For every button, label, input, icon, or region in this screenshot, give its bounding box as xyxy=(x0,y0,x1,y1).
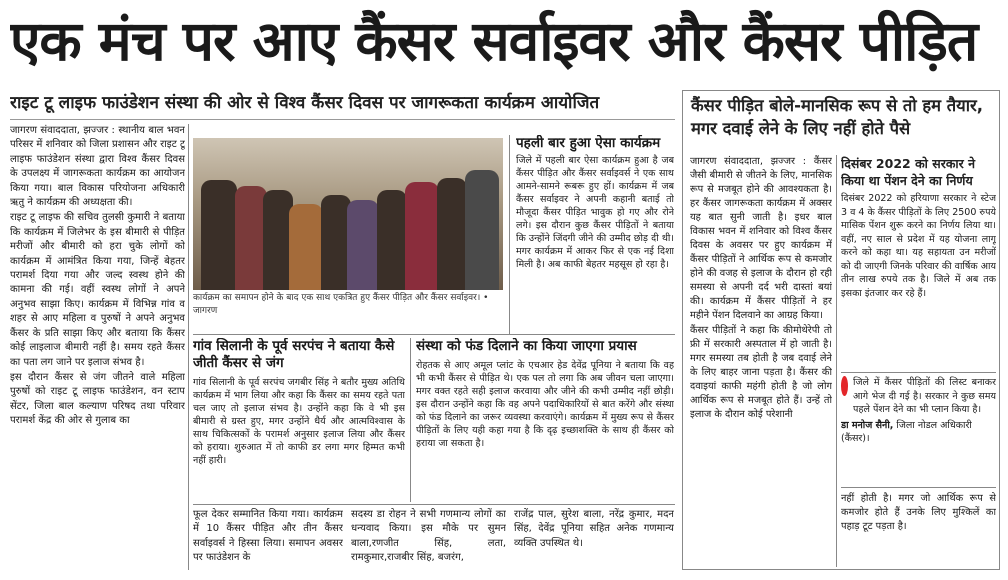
section-heading: पहली बार हुआ ऐसा कार्यक्रम xyxy=(516,135,661,151)
side-column-left xyxy=(690,155,832,567)
rule xyxy=(841,372,996,373)
section-body: दिसंबर 2022 को हरियाणा सरकार ने स्टेज 3 व 4 के कैंसर पीड़ितों के लिए 2500 रुपये मासिक पेंशन शुरू करने का निर्णय लिया था। वहीं, नए साल से प्रदेश में यह योजना लागू करने को कहा था। यह सहायता उन मरीजों को दी जाएगी जिनके परिवार की वार्षिक आय तीन लाख रुपये तक है। जिले में अब तक इसका इंतजार कर रहे हैं। xyxy=(841,193,996,299)
section-heading: दिसंबर 2022 को सरकार ने किया था पेंशन देने का निर्णय xyxy=(841,156,976,188)
section-fund xyxy=(416,338,674,502)
rule xyxy=(841,487,996,488)
rule xyxy=(193,504,675,505)
section-sarpanch xyxy=(193,338,405,502)
cancer-ribbon-icon xyxy=(841,376,848,396)
paragraph: कैंसर पीड़ितों ने कहा कि कीमोथेरेपी तो फ्री में सरकारी अस्पताल में हो जाती है। मगर समस्या तब होती है जब दवाई लेने के लिए बाहर जाना पड़ता है। कैंसर की दवाइयां काफी महंगी होती है जो लोग आर्थिक रूप से मजबूत होते हैं। उन्हें तो इलाज के दौरान कोई परेशानी xyxy=(690,325,832,420)
section-body: गांव सिलानी के पूर्व सरपंच जगबीर सिंह ने बतौर मुख्य अतिथि कार्यक्रम में भाग लिया और कहा कि कैंसर का समय रहते पता चल जाए तो इलाज संभव है। उन्होंने कहा कि वे भी इस बीमारी से ग्रस्त हुए, मगर उन्होंने धैर्य और आत्मविश्वास के साथ चिकित्सकों के परामर्श अनुसार इलाज लिया और कैंसर को हराया। शुरुआत में तो काफी डर लगा मगर हिम्मत कभी नहीं हारी। xyxy=(193,377,405,466)
section-body: जिले में पहली बार ऐसा कार्यक्रम हुआ है जब कैंसर पीड़ित और कैंसर सर्वाइवर्स ने एक साथ आमने-सामने रूबरू हुए हों। कार्यक्रम में जब कैंसर सर्वाइवर ने अपनी कहानी बताई तो मौजूदा कैंसर पीड़ित भावुक हो गए और रोने लगे। इस दौरान कुछ कैंसर पीड़ितों ने बताया कि उन्होंने जिंदगी जीने की उम्मीद छोड़ दी थी। मगर कार्यक्रम में आकर फिर से एक नई दिशा मिली है। अब काफी बेहतर महसूस हो रहा है। xyxy=(516,155,674,270)
paragraph: जागरण संवाददाता, झज्जर : स्थानीय बाल भवन परिसर में शनिवार को जिला प्रशासन और राइट टू लाइफ फाउंडेशन संस्था द्वारा विश्व कैंसर दिवस के उपलक्ष्य में जागरूकता कार्यक्रम का आयोजन किया गया। बाल विकास परियोजना अधिकारी ऋतु ने कार्यक्रम की अध्यक्षता की। xyxy=(10,125,185,209)
quote-text: जिले में कैंसर पीड़ितों की लिस्ट बनाकर आगे भेज दी गई है। सरकार ने कुछ समय पहले पेंशन देने का भी प्लान किया है। xyxy=(853,377,996,415)
subheadline: राइट टू लाइफ फाउंडेशन संस्था की ओर से विश्व कैंसर दिवस पर जागरूकता कार्यक्रम आयोजित xyxy=(10,88,675,120)
headline: एक मंच पर आए कैंसर सर्वाइवर और कैंसर पीड़ित xyxy=(10,9,978,73)
quote-box xyxy=(841,376,996,486)
article-column-1 xyxy=(10,124,185,570)
quote-author-role: जिला नोडल अधिकारी (कैंसर)। xyxy=(841,419,972,444)
side-column-right-bottom: नहीं होती है। मगर जो आर्थिक रूप से कमजोर होते हैं उनके लिए मुश्किलें का पहाड़ टूट पड़ता है। xyxy=(841,493,996,532)
column-divider xyxy=(188,124,189,570)
column-divider xyxy=(509,135,510,335)
bottom-column-b: सदस्य डा रोहन ने सभी गणमान्य लोगों का धन्यवाद किया। इस मौके पर सुमन बाला,रणजीत सिंह, लता, रामकुमार,राजबीर सिंह, बजरंग, xyxy=(351,509,506,564)
bottom-column-c: राजेंद्र पाल, सुरेश बाला, नरेंद्र कुमार, मदन सिंह, देवेंद्र पूनिया सहित अनेक गणमान्य व्यक्ति उपस्थित थे। xyxy=(514,509,674,549)
column-divider xyxy=(410,338,411,502)
quote-author: डा मनोज सैनी, xyxy=(841,419,894,431)
paragraph: जागरण संवाददाता, झज्जर : कैंसर जैसी बीमारी से जीतने के लिए, मानसिक रूप से मजबूत होने की आवश्यकता है। हर कैंसर जागरूकता कार्यक्रम में अक्सर यह बात सुनी जाती है। इधर बाल विकास भवन में शनिवार को विश्व कैंसर दिवस के अवसर पर हुए कार्यक्रम में कैंसर पीड़ितों ने आर्थिक रूप से कमजोर होने की वजह से इलाज के दौरान हो रही समस्या से अपनी दर्द भरी दास्तां बयां की। कार्यक्रम में कैंसर पीड़ितों ने हर महीने पेंशन दिलवाने का आग्रह किया। xyxy=(690,156,832,321)
sidebar-first-time xyxy=(516,135,674,335)
section-body: रोहतक से आए अमूल प्लांट के एचआर हेड देवेंद्र पूनिया ने बताया कि वह भी कभी कैंसर से पीड़ित थे। एक पल तो लगा कि अब जीवन चला जाएगा। मगर वक्त रहते सही इलाज करवाया और जीने की कभी उम्मीद नहीं छोड़ी। इस दौरान उन्होंने कहा कि वह अपने पदाधिकारियों से बात करेंगे और संस्था को फंड दिलाने का जरूर व्यवस्था करवाएंगे। कार्यक्रम में मुख्य रूप से कैंसर पीड़ितों के लिए यही कहा गया है कि दृढ़ इच्छाशक्ति के साथ ही कैंसर को हराया जा सकता है। xyxy=(416,360,674,449)
column-divider xyxy=(836,155,837,567)
side-column-right xyxy=(841,155,996,373)
side-story-headline: कैंसर पीड़ित बोले-मानसिक रूप से तो हम तैयार, मगर दवाई लेने के लिए नहीं होते पैसे xyxy=(682,90,1000,150)
paragraph: राइट टू लाइफ की सचिव तुलसी कुमारी ने बताया कि कार्यक्रम में जिलेभर के इस बीमारी से पीड़ित मरीजों और बीमारी को हरा चुके लोगों को कार्यक्रम में आमंत्रित किया गया, जिन्हें बेहतर परामर्श दिया गया और जल्द स्वस्थ होने की कामना की गई। वहीं स्वस्थ लोगों ने अपने अनुभव साझा किए। कार्यक्रम में विभिन्न गांव व शहर से आए महिला व पुरुषों ने अपने अनुभव कैंसर के प्रति साझा किए और बताया कि कैंसर कोई लाइलाज बीमारी नहीं है। समय रहते कैंसर का पता लग जाने पर इलाज संभव है। xyxy=(10,212,185,368)
section-heading: गांव सिलानी के पूर्व सरपंच ने बताया कैसे जीती कैंसर से जंग xyxy=(193,338,395,371)
section-heading: संस्था को फंड दिलाने का किया जाएगा प्रयास xyxy=(416,338,637,354)
rule xyxy=(193,334,675,335)
bottom-column-a: फूल देकर सम्मानित किया गया। कार्यक्रम में 10 कैंसर पीड़ित और तीन कैंसर सर्वाइवर्स ने हिस्सा लिया। समापन अवसर पर फाउंडेशन के xyxy=(193,509,343,564)
photo-caption: कार्यक्रम का समापन होने के बाद एक साथ एकत्रित हुए कैंसर पीड़ित और कैंसर सर्वाइवर। • जागरण xyxy=(193,293,489,316)
group-photo xyxy=(193,138,503,290)
paragraph: इस दौरान कैंसर से जंग जीतने वाले महिला पुरुषों को राइट टू लाइफ फाउंडेशन, वन स्टाप सेंटर, जिला बाल कल्याण परिषद तथा परिवार परामर्श केंद्र की ओर से गुलाब का xyxy=(10,371,185,427)
